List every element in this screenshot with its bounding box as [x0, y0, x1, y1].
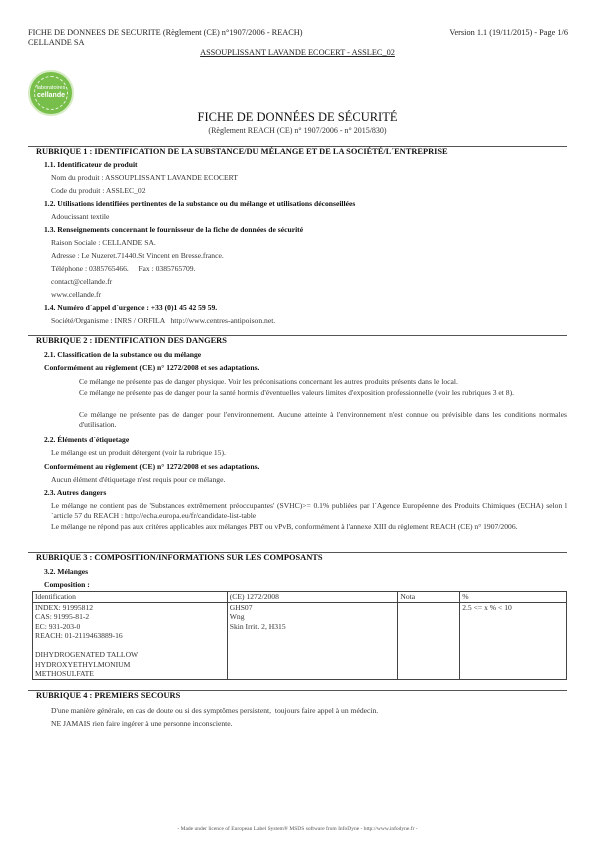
column-header: Identification	[33, 592, 228, 603]
first-aid-general: D'une manière générale, en cas de doute ou si des symptômes persistent, toujours faire appel à un médecin.	[51, 706, 379, 715]
percentage-cell: 2.5 <= x % < 10	[460, 602, 567, 679]
table-header-row	[33, 592, 567, 603]
section-1-title: RUBRIQUE 1 : IDENTIFICATION DE LA SUBSTANCE/DU MÉLANGE ET DE LA SOCIÉTÉ/L´ENTREPRISE	[36, 147, 448, 156]
signal-word: Wng	[229, 612, 245, 621]
regulation-note: Conformément au règlement (CE) n° 1272/2008 et ses adaptations.	[44, 462, 260, 471]
regulation-note: Conformément au règlement (CE) n° 1272/2008 et ses adaptations.	[44, 363, 260, 372]
label-none-text: Aucun élément d'étiquetage n'est requis pour ce mélange.	[51, 475, 226, 484]
page-subtitle: (Règlement REACH (CE) n° 1907/2006 - n° 2015/830)	[208, 126, 387, 135]
emergency-organisation: Société/Organisme : INRS / ORFILA http://www.centres-antipoison.net.	[51, 316, 276, 325]
substance-name: METHOSULFATE	[35, 669, 94, 678]
cas-number: CAS: 91995-81-2	[35, 612, 90, 621]
blank-line	[35, 641, 225, 651]
index-number: INDEX: 91995812	[35, 602, 94, 612]
composition-label: Composition :	[44, 580, 90, 589]
product-code: Code du produit : ASSLEC_02	[51, 186, 146, 195]
logo-text-brand: cellande	[36, 92, 65, 99]
section-3-title: RUBRIQUE 3 : COMPOSITION/INFORMATIONS SUR LES COMPOSANTS	[36, 553, 323, 562]
header-product-title: ASSOUPLISSANT LAVANDE ECOCERT - ASSLEC_02	[200, 48, 395, 57]
subsection-2-3: 2.3. Autres dangers	[44, 488, 107, 497]
subsection-3-2: 3.2. Mélanges	[44, 567, 89, 576]
page-footer: - Made under licence of European Label System® MSDS software from InfoDyne - http://www.infodyne.fr -	[177, 826, 418, 832]
supplier-phone: Téléphone : 0385765466. Fax : 0385765709.	[51, 264, 196, 273]
pbt-text: Le mélange ne répond pas aux critères applicables aux mélanges PBT ou vPvB, conformément à l'annexe XIII du règlement REACH (CE) n° 1907/2006.	[51, 522, 518, 531]
product-usage: Adoucissant textile	[51, 212, 110, 221]
composition-table	[32, 591, 567, 680]
subsection-1-3: 1.3. Renseignements concernant le fournisseur de la fiche de données de sécurité	[44, 225, 304, 234]
ghs-pictogram-code: GHS07	[229, 602, 253, 612]
column-header: %	[460, 592, 567, 603]
subsection-1-1: 1.1. Identificateur de produit	[44, 160, 138, 169]
page-title: FICHE DE DONNÉES DE SÉCURITÉ	[197, 110, 398, 124]
supplier-website[interactable]: www.cellande.fr	[51, 290, 102, 299]
first-aid-unconscious: NE JAMAIS rien faire ingérer à une personne inconsciente.	[51, 719, 233, 728]
subsection-1-4: 1.4. Numéro d´appel d´urgence : +33 (0)1 45 42 59 59.	[44, 303, 218, 312]
header-regulation: FICHE DE DONNEES DE SECURITE (Règlement (CE) n°1907/2006 - REACH)	[28, 28, 303, 37]
column-header: Nota	[398, 592, 460, 603]
svhc-text: Le mélange ne contient pas de 'Substances extrêmement préoccupantes' (SVHC)>= 0.1% publiées par l´Agence Européenne des Produits Chimiques (ECHA) selon l´article 57 du REACH : http://echa.europa.eu/fr/candidate-list-table	[51, 501, 567, 520]
nota-cell	[398, 602, 460, 679]
hazard-class: Skin Irrit. 2, H315	[229, 621, 286, 631]
section-4-title: RUBRIQUE 4 : PREMIERS SECOURS	[36, 691, 181, 700]
substance-name: HYDROXYETHYLMONIUM	[35, 659, 131, 669]
reach-number: REACH: 01-2119463889-16	[35, 631, 123, 640]
header-version: Version 1.1 (19/11/2015) - Page 1/6	[449, 28, 568, 37]
subsection-2-2: 2.2. Éléments d´étiquetage	[44, 435, 130, 444]
header-company: CELLANDE SA	[28, 38, 85, 47]
hazard-environment-text: Ce mélange ne présente pas de danger pour l'environnement. Aucune atteinte à l'environnement n'est connue ou prévisible dans les conditions normales d'utilisation.	[79, 410, 567, 429]
column-header: (CE) 1272/2008	[227, 592, 398, 603]
supplier-address: Adresse : Le Nuzeret.71440.St Vincent en Bresse.france.	[51, 251, 224, 260]
ec-number: EC: 931-203-0	[35, 621, 81, 631]
subsection-2-1: 2.1. Classification de la substance ou du mélange	[44, 350, 202, 359]
section-2-title: RUBRIQUE 2 : IDENTIFICATION DES DANGERS	[36, 336, 227, 345]
label-detergent-text: Le mélange est un produit détergent (voir la rubrique 15).	[51, 448, 226, 457]
hazard-physical-text: Ce mélange ne présente pas de danger physique. Voir les préconisations concernant les autres produits présents dans le local.	[79, 377, 458, 386]
subsection-1-2: 1.2. Utilisations identifiées pertinentes de la substance ou du mélange et utilisations déconseillées	[44, 199, 356, 208]
table-row	[33, 602, 567, 679]
classification-cell	[227, 602, 398, 679]
identification-cell	[33, 602, 228, 679]
supplier-name: Raison Sociale : CELLANDE SA.	[51, 238, 156, 247]
logo-text-top: laboratoires	[36, 85, 66, 91]
product-name: Nom du produit : ASSOUPLISSANT LAVANDE ECOCERT	[51, 173, 238, 182]
substance-name: DIHYDROGENATED TALLOW	[35, 650, 139, 659]
hazard-health-text: Ce mélange ne présente pas de danger pour la santé hormis d'éventuelles valeurs limites d'exposition professionnelle (voir les rubriques 3 et 8).	[79, 388, 515, 397]
supplier-email[interactable]: contact@cellande.fr	[51, 277, 113, 286]
